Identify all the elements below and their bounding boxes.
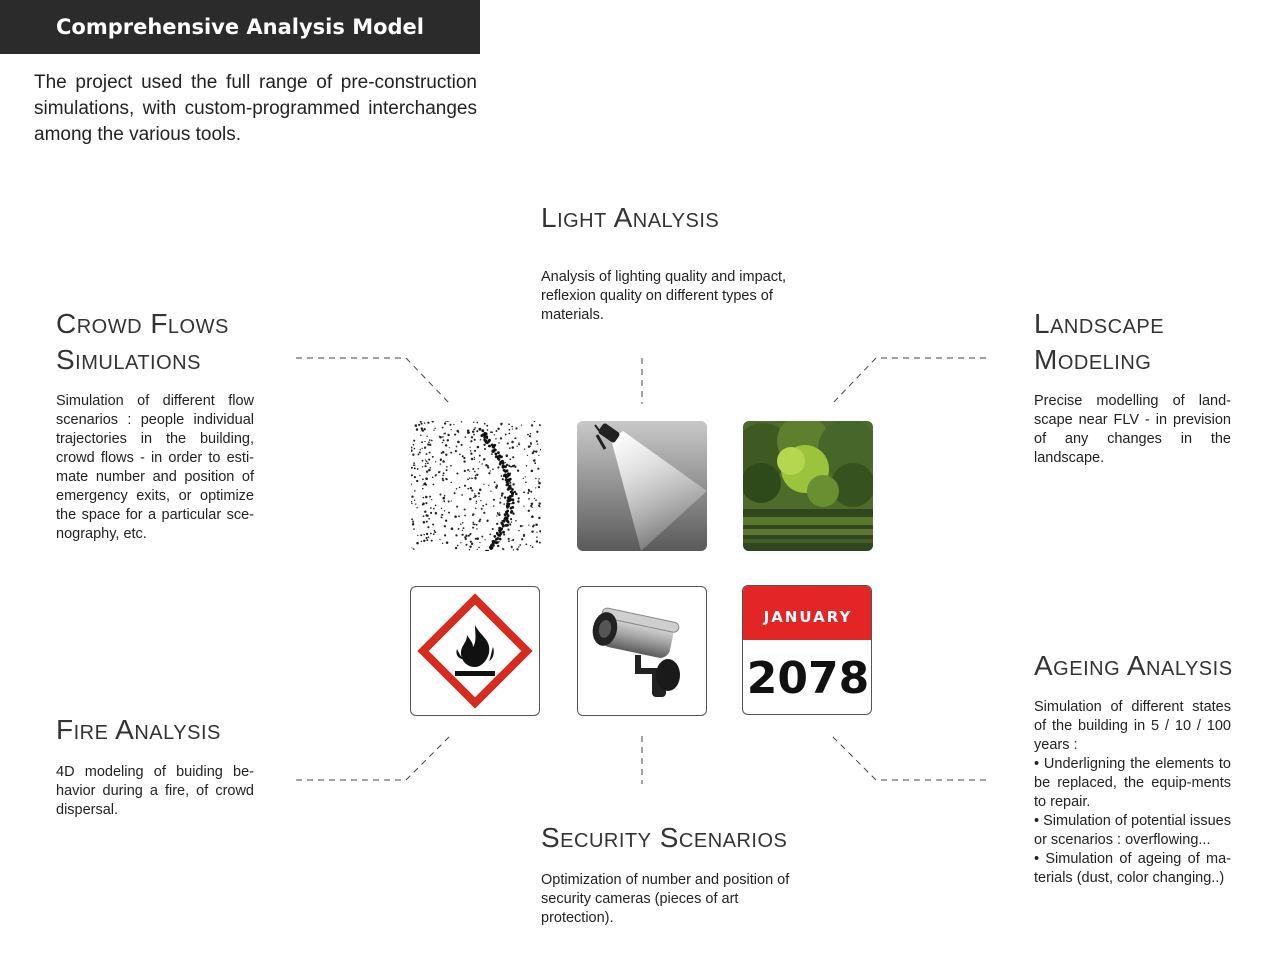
connector-landscape: [832, 358, 986, 404]
calendar-month: JANUARY: [743, 586, 872, 640]
fire-analysis-text: 4D modeling of buiding be-havior during a fire, of crowd dispersal.: [56, 764, 254, 818]
light-analysis-text: Analysis of lighting quality and impact, reflexion quality on different types of materials.: [541, 269, 787, 323]
intro-paragraph: The project used the full range of pre-construction simulations, with custom-programmed interchanges among the various tools.: [34, 72, 477, 145]
fire-hazard-image: [410, 586, 540, 716]
security-camera-image: [577, 586, 707, 716]
fire-analysis-title: Fire Analysis: [56, 714, 221, 745]
landscape-image: [743, 421, 873, 551]
crowd-dots-graphic: [411, 421, 541, 551]
calendar-year: 2078: [746, 653, 870, 704]
flammable-hazard-icon: [411, 587, 539, 715]
security-camera-icon: [578, 587, 706, 715]
connector-ageing: [832, 736, 986, 780]
calendar-image: [742, 585, 872, 715]
spotlight-icon: [577, 421, 707, 551]
landscape-title-line1: Landscape: [1034, 308, 1165, 339]
security-scenarios-text: Optimization of number and position of security cameras (pieces of art protection).: [541, 872, 790, 926]
landscape-text: Precise modelling of land-scape near FLV - in prevision of any changes in the landscape.: [1034, 393, 1231, 466]
connector-fire: [296, 736, 450, 780]
ageing-analysis-title: Ageing Analysis: [1034, 650, 1233, 681]
crowd-simulation-image: [411, 421, 541, 551]
crowd-flows-title-line1: Crowd Flows: [56, 308, 229, 339]
ageing-analysis-text: Simulation of different states of the building in 5 / 10 / 100 years : • Underligning the elements to be replaced, the equip-ments to repair. • Simulation of potential issues or scenarios : overflowing... • Simulation of ageing of ma-terials (dust, color changing..): [1034, 699, 1231, 886]
crowd-flows-text: Simulation of different flow scenarios : people individual trajectories in the building, crowd flows - in order to esti-mate number and position of emergency exits, or optimize the space for a particular sce-nography, etc.: [56, 393, 254, 542]
page-title: Comprehensive Analysis Model: [0, 0, 480, 54]
landscape-title-line2: Modeling: [1034, 344, 1152, 375]
connector-crowd: [296, 358, 450, 404]
trees-graphic: [743, 421, 873, 551]
crowd-flows-title-line2: Simulations: [56, 344, 201, 375]
spotlight-image: [577, 421, 707, 551]
security-scenarios-title: Security Scenarios: [541, 822, 788, 853]
light-analysis-title: Light Analysis: [541, 202, 720, 233]
